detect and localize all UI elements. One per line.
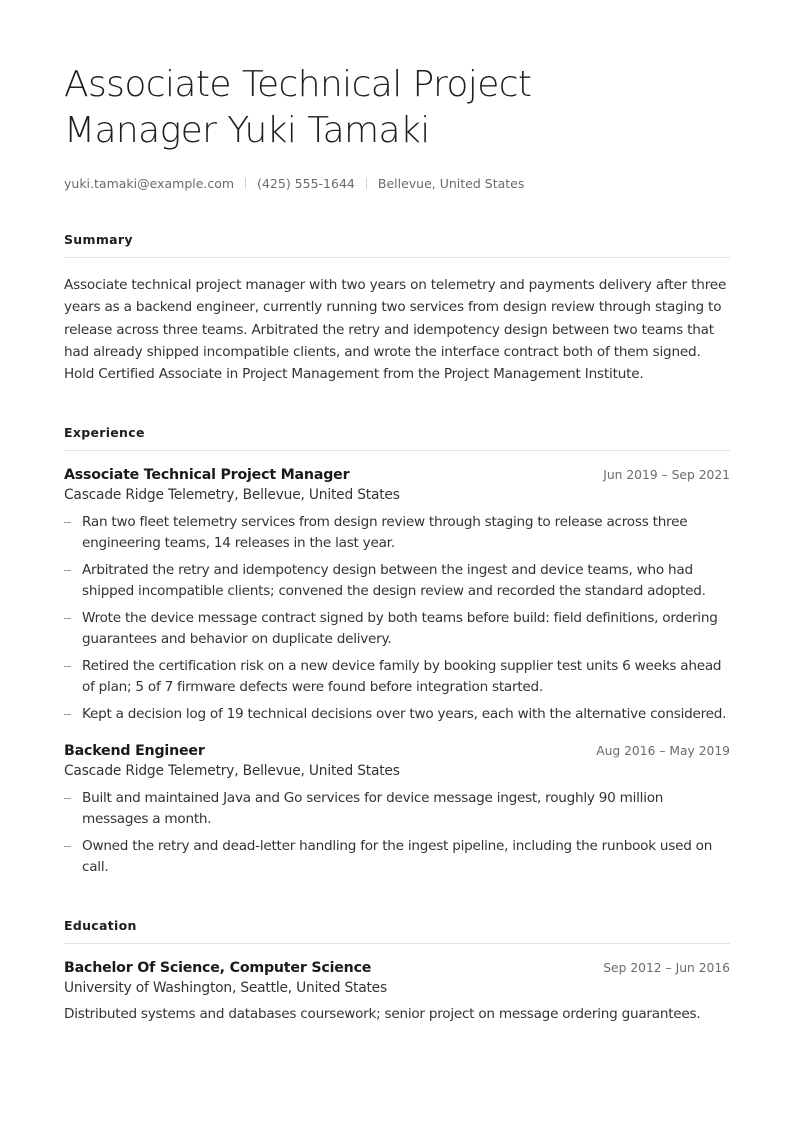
summary-text: Associate technical project manager with two years on telemetry and payments delivery after three years as a backend engineer, currently running two services from design review through staging to release across three teams. Arbitrated the retry and idempotency design between two teams that had already shipped incompatible clients, and wrote the interface contract both of them signed. Hold Certified Associate in Project Management from the Project Management Institute. <box>64 277 727 383</box>
bullet-text: Kept a decision log of 19 technical decisions over two years, each with the alternative considered. <box>82 706 727 723</box>
contact-divider <box>366 178 367 189</box>
dash-icon <box>64 798 71 799</box>
education-section <box>64 918 730 1022</box>
job-organization: Cascade Ridge Telemetry, Bellevue, United States <box>64 487 400 504</box>
job-entry <box>64 467 730 725</box>
experience-section <box>64 425 730 878</box>
bullet-text: Ran two fleet telemetry services from design review through staging to release across three engineering teams, 14 releases in the last year. <box>82 514 688 552</box>
education-dates: Sep 2012 – Jun 2016 <box>603 961 730 976</box>
bullet-text: Wrote the device message contract signed by both teams before build: field definitions, ordering guarantees and behavior on duplicate delivery. <box>82 610 718 648</box>
job-header <box>64 467 730 483</box>
section-title-summary: Summary <box>64 232 730 258</box>
job-title: Associate Technical Project Manager <box>64 467 350 484</box>
contact-email[interactable]: yuki.tamaki@example.com <box>64 175 235 191</box>
dash-icon <box>64 570 71 571</box>
job-title: Backend Engineer <box>64 743 205 760</box>
contact-divider <box>245 178 246 189</box>
contact-line <box>64 174 730 192</box>
section-title-education: Education <box>64 918 730 944</box>
school-name: University of Washington, Seattle, United States <box>64 980 387 997</box>
job-bullets <box>64 512 730 725</box>
dash-icon <box>64 846 71 847</box>
bullet-item <box>64 512 730 554</box>
dash-icon <box>64 714 71 715</box>
job-dates: Aug 2016 – May 2019 <box>596 744 730 759</box>
dash-icon <box>64 522 71 523</box>
contact-phone[interactable]: (425) 555-1644 <box>257 175 355 191</box>
job-header <box>64 743 730 759</box>
bullet-item <box>64 608 730 650</box>
resume-name: Associate Technical Project Manager Yuki Tamaki <box>64 64 532 151</box>
bullet-text: Owned the retry and dead-letter handling for the ingest pipeline, including the runbook used on call. <box>82 838 713 876</box>
job-organization: Cascade Ridge Telemetry, Bellevue, United States <box>64 763 400 780</box>
bullet-item <box>64 704 730 725</box>
summary-section <box>64 232 730 385</box>
contact-location: Bellevue, United States <box>377 175 525 191</box>
education-description: Distributed systems and databases coursework; senior project on message ordering guarantees. <box>64 1006 701 1023</box>
bullet-text: Built and maintained Java and Go services for device message ingest, roughly 90 million messages a month. <box>82 790 664 828</box>
job-entry <box>64 743 730 878</box>
bullet-item <box>64 836 730 878</box>
bullet-item <box>64 560 730 602</box>
dash-icon <box>64 618 71 619</box>
education-header <box>64 960 730 976</box>
education-entry <box>64 960 730 1022</box>
bullet-item <box>64 788 730 830</box>
section-title-experience: Experience <box>64 425 730 451</box>
dash-icon <box>64 666 71 667</box>
bullet-item <box>64 656 730 698</box>
degree-title: Bachelor Of Science, Computer Science <box>64 960 372 977</box>
bullet-text: Arbitrated the retry and idempotency design between the ingest and device teams, who had shipped incompatible clients; convened the design review and recorded the standard adopted. <box>82 562 706 600</box>
bullet-text: Retired the certification risk on a new device family by booking supplier test units 6 weeks ahead of plan; 5 of 7 firmware defects were found before integration started. <box>82 658 722 696</box>
job-bullets <box>64 788 730 878</box>
job-dates: Jun 2019 – Sep 2021 <box>603 468 730 483</box>
